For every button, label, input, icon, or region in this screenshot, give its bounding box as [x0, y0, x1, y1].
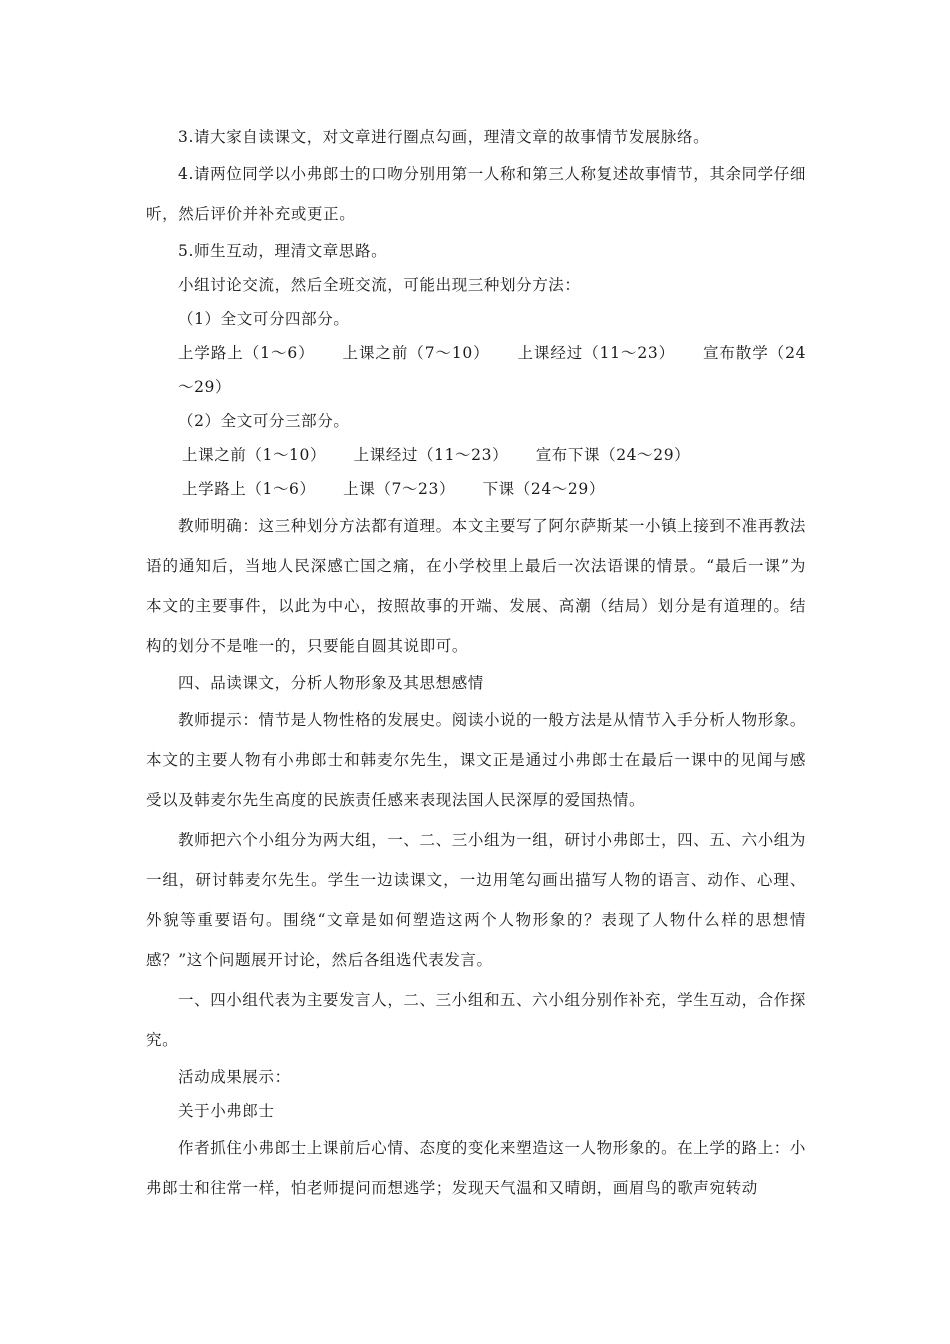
paragraph-division-1-heading: （1）全文可分四部分。 [178, 310, 350, 328]
division-2-part-2: 上课经过（11～23） [353, 446, 509, 464]
paragraph-results-heading: 活动成果展示： [178, 1068, 291, 1086]
document-body [146, 120, 806, 1208]
paragraph-group-discussion: 小组讨论交流，然后全班交流，可能出现三种划分方法： [178, 276, 581, 294]
division-1-part-4: 宣布散学（24～29） [178, 344, 807, 396]
section-heading-four: 四、品读课文，分析人物形象及其思想感情 [178, 674, 484, 692]
division-2-part-3: 宣布下课（24～29） [535, 446, 691, 464]
paragraph-step-3: 3.请大家自读课文，对文章进行圈点勾画，理清文章的故事情节发展脉络。 [178, 128, 710, 146]
division-1-list [146, 336, 806, 404]
division-3-part-3: 下课（24～29） [482, 480, 605, 498]
division-3-part-2: 上课（7～23） [343, 480, 456, 498]
paragraph-teacher-clarification: 教师明确：这三种划分方法都有道理。本文主要写了阿尔萨斯某一小镇上接到不准再教法语的通知后，当地人民深感亡国之痛，在小学校里上最后一次法语课的情景。“最后一课”为本文的主要事件，以此为中心，按照故事的开端、发展、高潮（结局）划分是有道理的。结构的划分不是唯一的，只要能自圆其说即可。 [146, 517, 806, 655]
division-2-list [146, 438, 806, 472]
division-3-part-1: 上学路上（1～6） [182, 480, 316, 498]
paragraph-group-speakers: 一、四小组代表为主要发言人，二、三小组和五、六小组分别作补充，学生互动，合作探究。 [146, 991, 806, 1049]
paragraph-franz-analysis: 作者抓住小弗郎士上课前后心情、态度的变化来塑造这一人物形象的。在上学的路上：小弗郎士和往常一样，怕老师提问而想逃学；发现天气温和又晴朗，画眉鸟的歌声宛转动 [146, 1139, 806, 1197]
paragraph-step-5: 5.师生互动，理清文章思路。 [178, 242, 388, 260]
division-2-part-1: 上课之前（1～10） [182, 446, 327, 464]
paragraph-division-2-heading: （2）全文可分三部分。 [178, 412, 350, 430]
division-3-list [146, 472, 806, 506]
paragraph-group-task: 教师把六个小组分为两大组，一、二、三小组为一组，研讨小弗郎士，四、五、六小组为一组，研讨韩麦尔先生。学生一边读课文，一边用笔勾画出描写人物的语言、动作、心理、外貌等重要语句。围绕“文章是如何塑造这两个人物形象的？表现了人物什么样的思想情感？”这个问题展开讨论，然后各组选代表发言。 [146, 831, 806, 969]
paragraph-step-4: 4.请两位同学以小弗郎士的口吻分别用第一人称和第三人称复述故事情节，其余同学仔细听，然后评价并补充或更正。 [146, 165, 806, 223]
paragraph-teacher-hint: 教师提示：情节是人物性格的发展史。阅读小说的一般方法是从情节入手分析人物形象。本文的主要人物有小弗郎士和韩麦尔先生，课文正是通过小弗郎士在最后一课中的见闻与感受以及韩麦尔先生高度的民族责任感来表现法国人民深厚的爱国热情。 [146, 711, 806, 809]
division-1-part-3: 上课经过（11～23） [517, 344, 676, 362]
paragraph-about-franz: 关于小弗郎士 [178, 1102, 275, 1120]
division-1-part-2: 上课之前（7～10） [342, 344, 490, 362]
division-1-part-1: 上学路上（1～6） [178, 344, 315, 362]
